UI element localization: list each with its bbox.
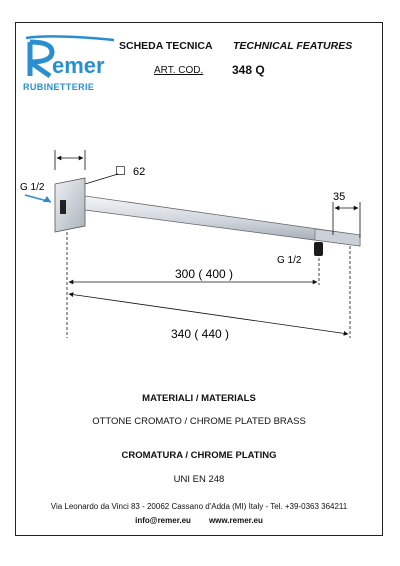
arm-length-label: 300 ( 400 ): [175, 267, 234, 281]
inlet-connector: [60, 200, 66, 214]
footer-website[interactable]: www.remer.eu: [208, 516, 263, 525]
materials-value: OTTONE CROMATO / CHROME PLATED BRASS: [92, 416, 306, 427]
square-size-label: 62: [133, 166, 146, 178]
inlet-thread-label: G 1/2: [20, 182, 45, 193]
article-code: 348 Q: [232, 63, 265, 77]
outlet-connector: [314, 242, 323, 256]
plating-value: UNI EN 248: [173, 474, 225, 485]
materials-title: MATERIALI / MATERIALS: [142, 393, 256, 404]
footer-address: Via Leonardo da Vinci 83 - 20062 Cassano d'Adda (MI) Italy - Tel. +39-0363 364211: [50, 502, 348, 511]
title-italian: SCHEDA TECNICA: [119, 40, 213, 52]
outlet-width-label: 35: [333, 191, 346, 203]
plating-title: CROMATURA / CHROME PLATING: [121, 450, 277, 461]
outlet-thread-label: G 1/2: [277, 255, 302, 266]
square-symbol: ☐: [115, 164, 126, 178]
article-code-label: ART. COD.: [154, 65, 204, 76]
brand-subtitle: RUBINETTERIE: [23, 82, 95, 92]
dim-62-leader: [85, 174, 118, 184]
svg-text:emer: emer: [52, 53, 105, 78]
title-english: TECHNICAL FEATURES: [233, 40, 353, 52]
inlet-arrow-head: [43, 196, 51, 202]
wall-plate: [55, 178, 85, 232]
total-length-label: 340 ( 440 ): [171, 327, 230, 341]
technical-drawing: [15, 140, 383, 350]
footer-email[interactable]: info@remer.eu: [135, 516, 191, 525]
footer-contact: [15, 516, 383, 525]
